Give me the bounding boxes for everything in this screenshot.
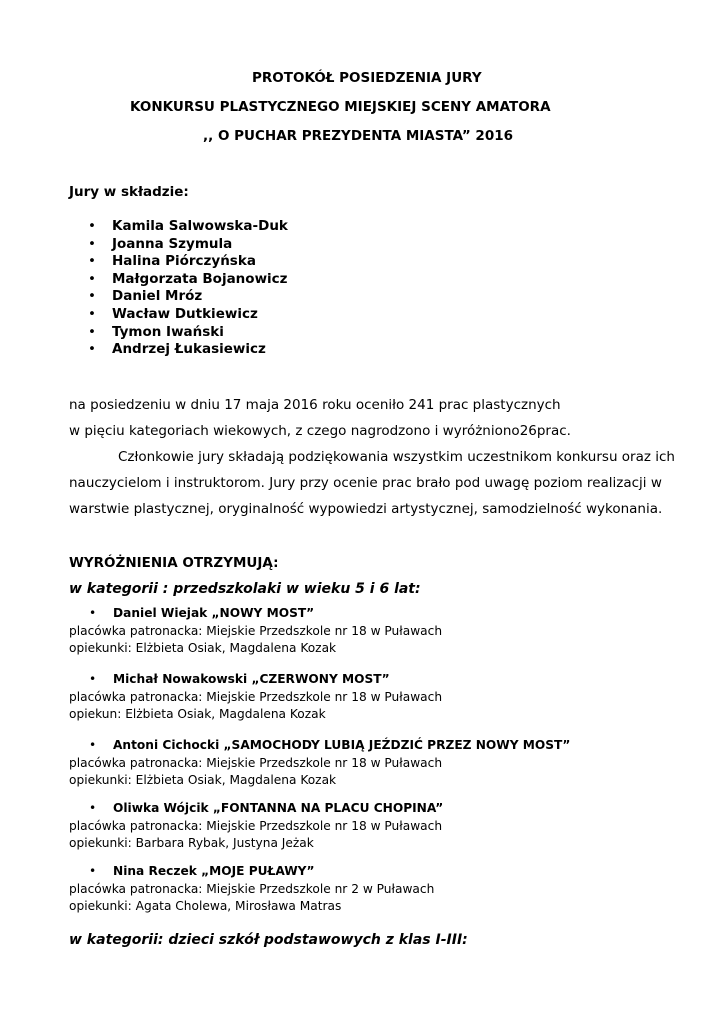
- award-entry: [69, 801, 443, 853]
- award-school: placówka patronacka: Miejskie Przedszkole nr 18 w Puławach: [69, 756, 443, 770]
- bullet-icon: •: [88, 235, 96, 252]
- list-item: • Joanna Szymula: [88, 235, 233, 252]
- title-line-2: KONKURSU PLASTYCZNEGO MIEJSKIEJ SCENY AMATORA: [130, 99, 551, 115]
- bullet-icon: •: [88, 270, 96, 287]
- award-teachers: opiekun: Elżbieta Osiak, Magdalena Kozak: [69, 707, 326, 721]
- list-item: • Kamila Salwowska-Duk: [88, 218, 288, 234]
- award-entry: [69, 606, 442, 658]
- bullet-icon: •: [89, 864, 97, 878]
- award-title: • Michał Nowakowski „CZERWONY MOST”: [89, 672, 390, 686]
- award-title: • Oliwka Wójcik „FONTANNA NA PLACU CHOPINA”: [89, 801, 444, 815]
- award-title: • Daniel Wiejak „NOWY MOST”: [89, 606, 315, 620]
- category-heading-preschool: w kategorii : przedszkolaki w wieku 5 i 6 lat:: [69, 581, 421, 597]
- bullet-icon: •: [88, 218, 96, 234]
- list-item: • Tymon Iwański: [88, 323, 224, 340]
- list-item: • Daniel Mróz: [88, 288, 203, 305]
- bullet-icon: •: [89, 801, 97, 815]
- body-paragraph-1: na posiedzeniu w dniu 17 maja 2016 roku oceniło 241 prac plastycznych: [69, 397, 561, 413]
- bullet-icon: •: [88, 288, 96, 305]
- award-teachers: opiekunki: Barbara Rybak, Justyna Jeżak: [69, 836, 314, 850]
- award-teachers: opiekunki: Agata Cholewa, Mirosława Matras: [69, 899, 342, 913]
- award-entry: [69, 738, 570, 790]
- list-item: • Halina Piórczyńska: [88, 253, 256, 270]
- award-entry: [69, 864, 434, 916]
- list-item: • Wacław Dutkiewicz: [88, 305, 258, 322]
- bullet-icon: •: [89, 672, 97, 686]
- award-school: placówka patronacka: Miejskie Przedszkole nr 18 w Puławach: [69, 819, 443, 833]
- bullet-icon: •: [88, 323, 96, 340]
- body-paragraph-5: warstwie plastycznej, oryginalność wypowiedzi artystycznej, samodzielność wykonania.: [69, 501, 663, 517]
- title-line-1: PROTOKÓŁ POSIEDZENIA JURY: [252, 70, 482, 86]
- award-school: placówka patronacka: Miejskie Przedszkole nr 18 w Puławach: [69, 690, 443, 704]
- award-teachers: opiekunki: Elżbieta Osiak, Magdalena Kozak: [69, 773, 337, 787]
- awards-heading: WYRÓŻNIENIA OTRZYMUJĄ:: [69, 555, 279, 571]
- body-paragraph-4: nauczycielom i instruktorom. Jury przy ocenie prac brało pod uwagę poziom realizacji w: [69, 475, 662, 491]
- list-item: • Andrzej Łukasiewicz: [88, 341, 266, 358]
- award-entry: [69, 672, 442, 724]
- award-school: placówka patronacka: Miejskie Przedszkole nr 18 w Puławach: [69, 624, 443, 638]
- award-title: • Nina Reczek „MOJE PUŁAWY”: [89, 864, 315, 878]
- body-paragraph-2: w pięciu kategoriach wiekowych, z czego nagrodzono i wyróżniono26prac.: [69, 423, 571, 439]
- award-school: placówka patronacka: Miejskie Przedszkole nr 2 w Puławach: [69, 882, 435, 896]
- bullet-icon: •: [88, 253, 96, 270]
- award-title: • Antoni Cichocki „SAMOCHODY LUBIĄ JEŹDZIĆ PRZEZ NOWY MOST”: [89, 738, 571, 752]
- list-item: • Małgorzata Bojanowicz: [88, 270, 288, 287]
- bullet-icon: •: [89, 738, 97, 752]
- title-line-3: ,, O PUCHAR PREZYDENTA MIASTA” 2016: [203, 128, 513, 144]
- bullet-icon: •: [88, 341, 96, 358]
- jury-members-list: [88, 218, 288, 359]
- jury-heading: Jury w składzie:: [69, 184, 189, 200]
- bullet-icon: •: [88, 305, 96, 322]
- bullet-icon: •: [89, 606, 97, 620]
- award-teachers: opiekunki: Elżbieta Osiak, Magdalena Kozak: [69, 641, 337, 655]
- category-heading-primary: w kategorii: dzieci szkół podstawowych z klas I-III:: [69, 932, 468, 948]
- body-paragraph-3: Członkowie jury składają podziękowania wszystkim uczestnikom konkursu oraz ich: [118, 449, 675, 465]
